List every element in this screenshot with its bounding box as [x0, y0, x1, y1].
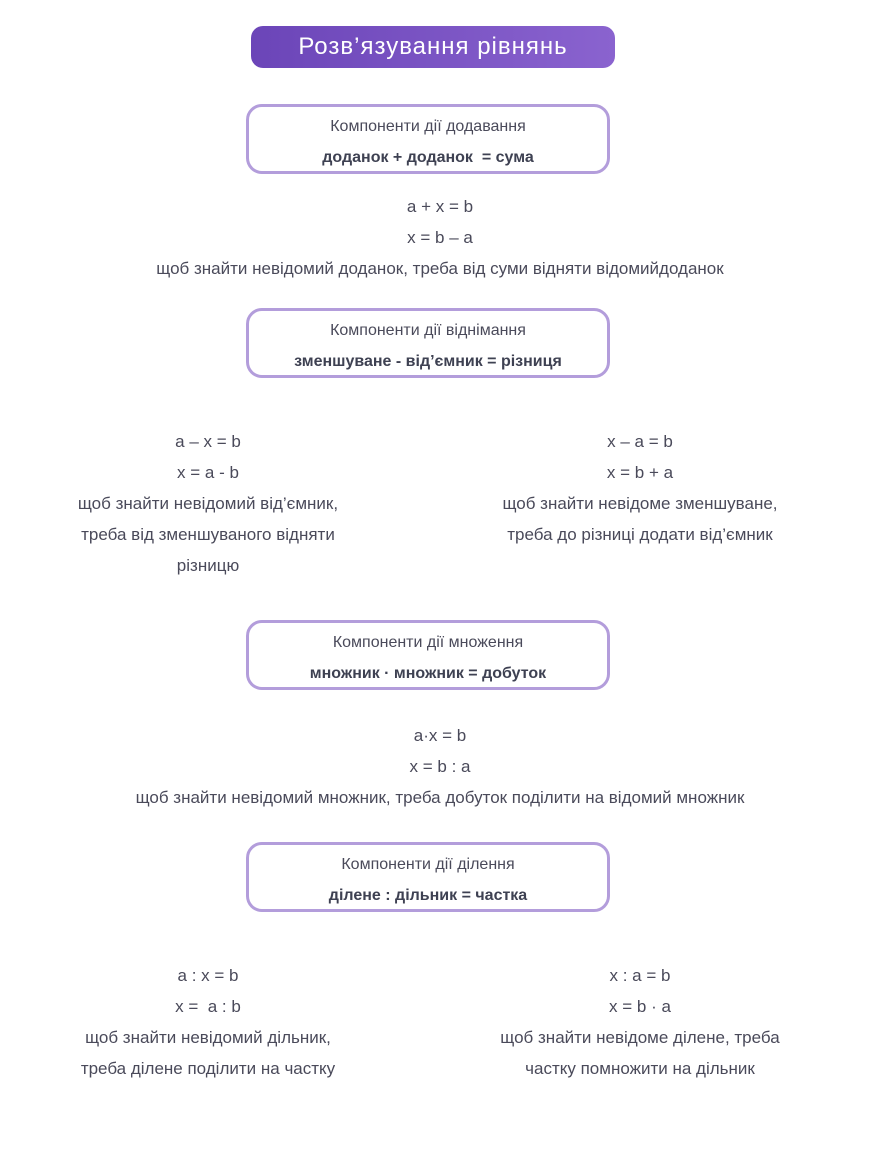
- subtraction-right-solution: x = b + a: [606, 463, 674, 482]
- subtraction-left-solution: x = a - b: [177, 463, 239, 482]
- division-right-rule-line: щоб знайти невідоме ділене, треба: [500, 1028, 780, 1047]
- subtraction-right-rule-line: треба до різниці додати від’ємник: [507, 525, 773, 544]
- division-right-equation: x : a = b: [609, 966, 671, 985]
- subtraction-formula: зменшуване - від’ємник = різниця: [294, 353, 562, 370]
- subtraction-left-rule-line: щоб знайти невідомий від’ємник,: [77, 494, 339, 513]
- division-left-equation: a : x = b: [177, 966, 239, 985]
- division-right-solution: x = b · a: [609, 997, 671, 1016]
- multiplication-solution: x = b : a: [409, 757, 471, 776]
- multiplication-rule: щоб знайти невідомий множник, треба добуток поділити на відомий множник: [135, 788, 745, 807]
- subtraction-components-box: [246, 308, 610, 378]
- division-left-rule-line: треба ділене поділити на частку: [80, 1059, 336, 1078]
- multiplication-formula: множник · множник = добуток: [309, 665, 547, 682]
- division-left-rule-line: щоб знайти невідомий дільник,: [85, 1028, 331, 1047]
- addition-equation: a + x = b: [406, 197, 474, 216]
- subtraction-right-rule-line: щоб знайти невідоме зменшуване,: [502, 494, 778, 513]
- subtraction-right-equation: x – a = b: [607, 432, 673, 451]
- page-title: Розв’язування рівнянь: [251, 26, 615, 68]
- addition-solution: x = b – a: [407, 228, 473, 247]
- addition-components-box: [246, 104, 610, 174]
- addition-rule: щоб знайти невідомий доданок, треба від суми відняти відомийдоданок: [156, 259, 724, 278]
- division-header: Компоненти дії ділення: [341, 856, 515, 873]
- multiplication-components-box: [246, 620, 610, 690]
- subtraction-left-equation: a – x = b: [175, 432, 241, 451]
- multiplication-header: Компоненти дії множення: [332, 634, 524, 651]
- division-formula: ділене : дільник = частка: [328, 887, 528, 904]
- division-components-box: [246, 842, 610, 912]
- subtraction-header: Компоненти дії віднімання: [330, 322, 526, 339]
- addition-formula: доданок + доданок = сума: [322, 149, 534, 166]
- subtraction-left-rule-line: різницю: [176, 556, 240, 575]
- subtraction-left-rule-line: треба від зменшуваного відняти: [81, 525, 335, 544]
- division-right-rule-line: частку помножити на дільник: [525, 1059, 755, 1078]
- division-left-solution: x = a : b: [175, 997, 241, 1016]
- multiplication-equation: a·x = b: [413, 726, 467, 745]
- addition-header: Компоненти дії додавання: [330, 118, 526, 135]
